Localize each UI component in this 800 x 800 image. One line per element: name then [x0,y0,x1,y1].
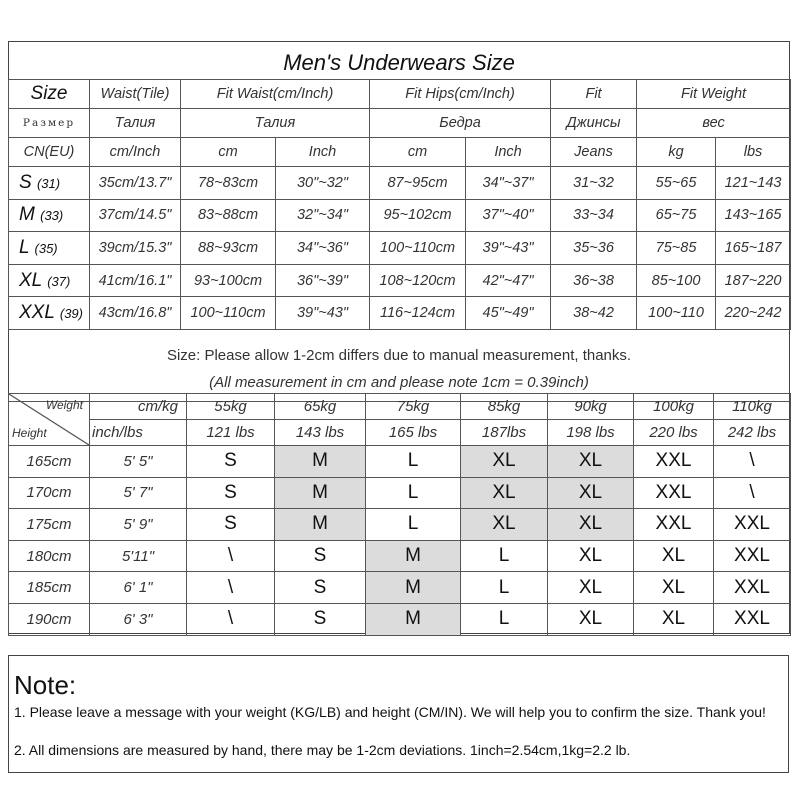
recommended-size: S [187,477,275,509]
recommended-size: XL [548,540,634,572]
weight-kg-header: 85kg [461,394,548,420]
height-inch: 6' 3" [90,603,187,635]
header-jeans: Jeans [551,138,637,167]
size-row [9,167,791,200]
weight-lbs-header: 121 lbs [187,420,275,446]
weight-kg-header: 110kg [714,394,791,420]
size-value-cell: 39"~43" [276,297,370,330]
recommended-size: M [366,540,461,572]
header-lbs: lbs [716,138,791,167]
header-dzhinsy: Джинсы [551,109,637,138]
weight-kg-header: 75kg [366,394,461,420]
size-value-cell: 45"~49" [466,297,551,330]
size-value-cell: 42"~47" [466,264,551,297]
recommended-size: XL [548,603,634,635]
header-waist-cm: cm [181,138,276,167]
header-cm-inch: cm/Inch [90,138,181,167]
header-fit-waist: Fit Waist(cm/Inch) [181,80,370,109]
recommended-size: \ [187,603,275,635]
size-value-cell: 41cm/16.1" [90,264,181,297]
size-label-cell [9,297,90,330]
size-label-cell [9,167,90,200]
fit-table [8,393,791,636]
size-value-cell: 83~88cm [181,199,276,232]
weight-kg-header: 100kg [634,394,714,420]
recommended-size: M [275,477,366,509]
size-header-row-2 [9,109,791,138]
recommended-size: S [275,603,366,635]
size-value-cell: 36~38 [551,264,637,297]
recommended-size: \ [187,572,275,604]
weight-lbs-header: 220 lbs [634,420,714,446]
unit-inch-lbs: inch/lbs [90,420,187,446]
size-value-cell: 100~110 [637,297,716,330]
recommended-size: XXL [634,446,714,478]
header-taliya-1: Талия [90,109,181,138]
weight-lbs-header: 187lbs [461,420,548,446]
size-label-cell [9,199,90,232]
height-cm: 165cm [9,446,90,478]
size-chart [8,41,790,634]
recommended-size: XL [548,509,634,541]
size-code: (33) [40,208,64,224]
size-value-cell: 75~85 [637,232,716,265]
size-code: (39) [59,306,83,322]
height-cm: 170cm [9,477,90,509]
fit-row [9,446,791,478]
height-inch: 5'11" [90,540,187,572]
size-value-cell: 116~124cm [370,297,466,330]
recommended-size: XL [634,540,714,572]
header-kg: kg [637,138,716,167]
size-table [8,79,791,330]
size-value-cell: 85~100 [637,264,716,297]
recommended-size: L [366,509,461,541]
recommended-size: S [275,572,366,604]
size-value-cell: 35~36 [551,232,637,265]
corner-weight-label: Weight [45,398,83,412]
recommended-size: L [366,477,461,509]
size-value-cell: 36"~39" [276,264,370,297]
header-cn-eu: CN(EU) [9,138,90,167]
header-ves: вес [637,109,791,138]
size-value-cell: 32"~34" [276,199,370,232]
size-value-cell: 39"~43" [466,232,551,265]
size-value-cell: 65~75 [637,199,716,232]
recommended-size: XXL [714,603,791,635]
recommended-size: S [275,540,366,572]
size-value-cell: 37"~40" [466,199,551,232]
recommended-size: XXL [634,509,714,541]
note-item-1: 1. Please leave a message with your weight (KG/LB) and height (CM/IN). We will help you to confirm the size. Thank you! [14,704,766,720]
size-value-cell: 37cm/14.5" [90,199,181,232]
size-code: (37) [47,273,71,289]
size-value-cell: 30"~32" [276,167,370,200]
height-cm: 190cm [9,603,90,635]
weight-kg-header: 90kg [548,394,634,420]
note-box [8,655,789,773]
size-value-cell: 34"~37" [466,167,551,200]
recommended-size: XL [634,572,714,604]
recommended-size: L [461,540,548,572]
corner-height-label: Height [12,426,47,440]
recommended-size: XL [461,446,548,478]
recommended-size: XXL [714,540,791,572]
note-item-2: 2. All dimensions are measured by hand, there may be 1-2cm deviations. 1inch=2.54cm,1kg=2.2 lb. [14,742,631,758]
recommended-size: M [275,509,366,541]
size-value-cell: 100~110cm [370,232,466,265]
size-value-cell: 143~165 [716,199,791,232]
header-hips-cm: cm [370,138,466,167]
corner-cell [9,394,90,446]
size-value-cell: 220~242 [716,297,791,330]
header-waist-inch: Inch [276,138,370,167]
header-fit-hips: Fit Hips(cm/Inch) [370,80,551,109]
size-value-cell: 165~187 [716,232,791,265]
recommended-size: XL [461,509,548,541]
recommended-size: \ [714,446,791,478]
height-inch: 5' 9" [90,509,187,541]
size-label: XXL [19,302,55,324]
recommended-size: L [461,572,548,604]
size-header-row-3 [9,138,791,167]
fit-row [9,477,791,509]
size-label: S [19,171,32,193]
size-label-cell [9,264,90,297]
size-value-cell: 88~93cm [181,232,276,265]
size-row [9,264,791,297]
recommended-size: XL [634,603,714,635]
size-value-cell: 34"~36" [276,232,370,265]
size-value-cell: 39cm/15.3" [90,232,181,265]
header-fit: Fit [551,80,637,109]
recommended-size: XXL [634,477,714,509]
recommended-size: M [275,446,366,478]
header-hips-inch: Inch [466,138,551,167]
weight-kg-header: 55kg [187,394,275,420]
unit-cm-kg: cm/kg [90,394,187,420]
size-value-cell: 93~100cm [181,264,276,297]
size-value-cell: 31~32 [551,167,637,200]
note-line-2: (All measurement in cm and please note 1cm = 0.39inch) [209,374,589,391]
size-header-row-1 [9,80,791,109]
fit-row [9,509,791,541]
height-cm: 185cm [9,572,90,604]
header-razmer: Размер [9,109,90,138]
header-fit-weight: Fit Weight [637,80,791,109]
header-size: Size [9,80,90,109]
size-row [9,232,791,265]
weight-lbs-header: 143 lbs [275,420,366,446]
fit-row [9,572,791,604]
size-value-cell: 35cm/13.7" [90,167,181,200]
size-value-cell: 95~102cm [370,199,466,232]
recommended-size: M [366,572,461,604]
weight-lbs-header: 165 lbs [366,420,461,446]
recommended-size: L [366,446,461,478]
size-label: L [19,236,30,258]
chart-title: Men's Underwears Size [9,42,789,80]
recommended-size: \ [714,477,791,509]
size-row [9,297,791,330]
size-value-cell: 55~65 [637,167,716,200]
size-value-cell: 43cm/16.8" [90,297,181,330]
recommended-size: XL [461,477,548,509]
recommended-size: XL [548,477,634,509]
size-value-cell: 108~120cm [370,264,466,297]
weight-lbs-header: 198 lbs [548,420,634,446]
weight-lbs-header: 242 lbs [714,420,791,446]
size-value-cell: 187~220 [716,264,791,297]
size-label: XL [19,269,42,291]
header-bedra: Бедра [370,109,551,138]
height-inch: 5' 7" [90,477,187,509]
note-heading: Note: [14,670,77,700]
size-value-cell: 33~34 [551,199,637,232]
fit-row [9,540,791,572]
size-value-cell: 87~95cm [370,167,466,200]
recommended-size: \ [187,540,275,572]
size-value-cell: 121~143 [716,167,791,200]
weight-kg-header: 65kg [275,394,366,420]
header-waist-tile: Waist(Tile) [90,80,181,109]
size-value-cell: 100~110cm [181,297,276,330]
recommended-size: S [187,446,275,478]
size-row [9,199,791,232]
size-code: (31) [36,175,61,191]
recommended-size: XL [548,572,634,604]
recommended-size: XXL [714,509,791,541]
height-cm: 175cm [9,509,90,541]
size-code: (35) [34,240,58,256]
height-inch: 6' 1" [90,572,187,604]
fit-header-row-2 [9,420,791,446]
header-taliya-2: Талия [181,109,370,138]
size-label: M [19,204,35,226]
recommended-size: XXL [714,572,791,604]
recommended-size: S [187,509,275,541]
recommended-size: XL [548,446,634,478]
size-label-cell [9,232,90,265]
recommended-size: L [461,603,548,635]
recommended-size: M [366,603,461,635]
size-value-cell: 38~42 [551,297,637,330]
height-inch: 5' 5" [90,446,187,478]
height-cm: 180cm [9,540,90,572]
fit-header-row-1 [9,394,791,420]
note-line-1: Size: Please allow 1-2cm differs due to manual measurement, thanks. [166,347,632,364]
fit-row [9,603,791,635]
size-value-cell: 78~83cm [181,167,276,200]
